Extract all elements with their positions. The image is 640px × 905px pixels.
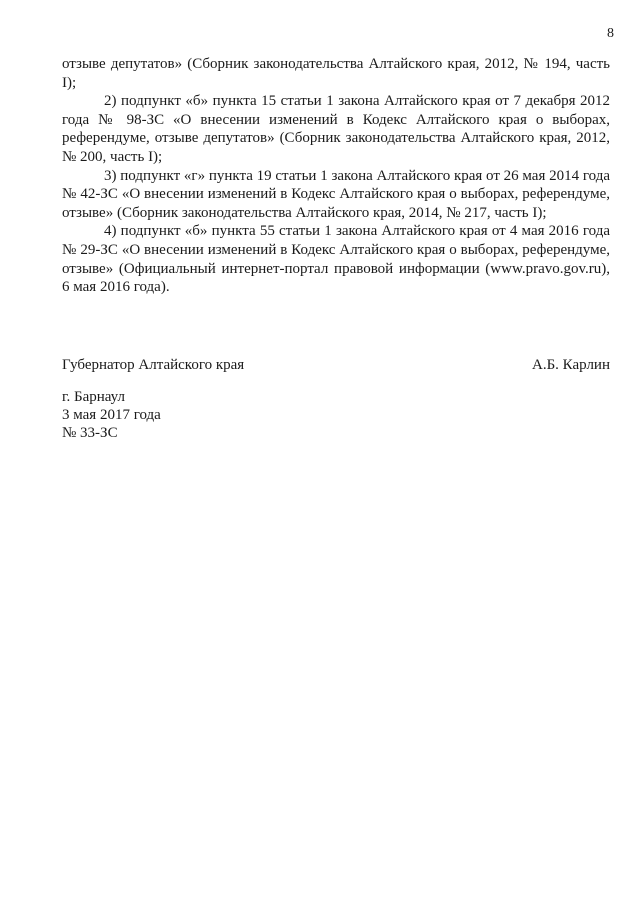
- law-date: 3 мая 2017 года: [62, 407, 161, 423]
- paragraph-item-2: 2) подпункт «б» пункта 15 статьи 1 закона Алтайского края от 7 декабря 2012 года № 98-ЗС «О внесении изменений в Кодекс Алтайского края о выборах, референдуме, отзыве депутатов» (Сборник законодательства Алтайского края, 2012, № 200, часть I);: [62, 93, 610, 165]
- city: г. Барнаул: [62, 389, 125, 405]
- signatory-position: Губернатор Алтайского края: [62, 357, 245, 373]
- paragraph-item-4: 4) подпункт «б» пункта 55 статьи 1 закона Алтайского края от 4 мая 2016 года № 29-ЗС «О внесении изменений в Кодекс Алтайского края о выборах, референдуме, отзыве» (Официальный интернет-портал правовой информации (www.pravo.gov.ru), 6 мая 2016 года).: [62, 223, 610, 296]
- law-number: № 33-ЗС: [62, 425, 118, 441]
- page-number: 8: [607, 26, 614, 41]
- signature-block: [62, 356, 610, 374]
- paragraph-continuation: отзыве депутатов» (Сборник законодательства Алтайского края, 2012, № 194, часть I);: [62, 56, 610, 91]
- place-date-block: [62, 388, 161, 442]
- paragraph-item-3: 3) подпункт «г» пункта 19 статьи 1 закона Алтайского края от 26 мая 2014 года № 42-ЗС «О внесении изменений в Кодекс Алтайского края о выборах, референдуме, отзыве» (Сборник законодательства Алтайского края, 2014, № 217, часть I);: [62, 167, 610, 221]
- document-body: [62, 55, 610, 297]
- signatory-name: А.Б. Карлин: [531, 357, 610, 373]
